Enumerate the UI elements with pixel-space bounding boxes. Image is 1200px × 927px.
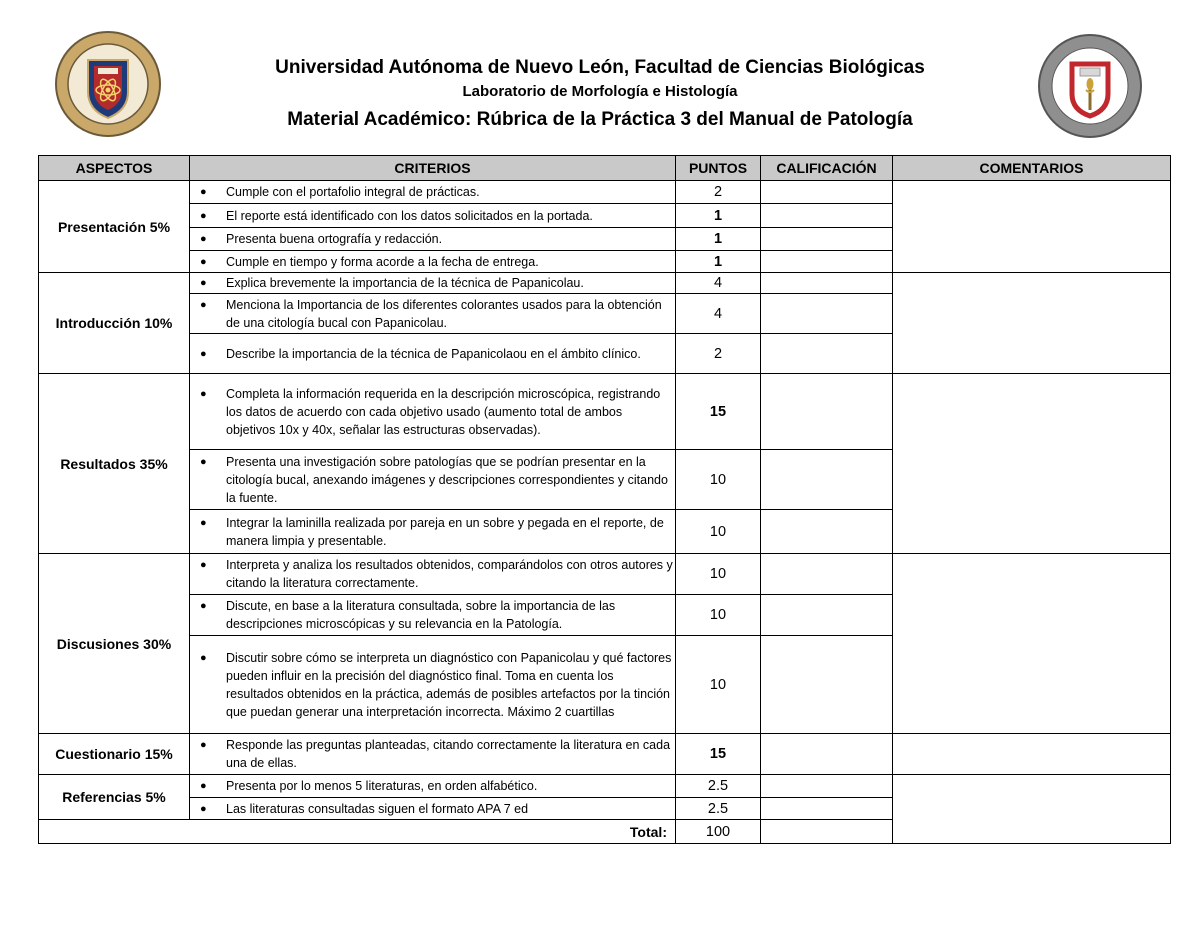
criterion-cell	[190, 273, 676, 294]
bullet-icon: ●	[200, 209, 207, 222]
comments-cell[interactable]	[893, 775, 1171, 844]
table-row	[39, 554, 1171, 595]
criterion-cell	[190, 204, 676, 228]
criterion-text: Las literaturas consultadas siguen el formato APA 7 ed	[226, 801, 529, 816]
table-row	[39, 374, 1171, 450]
bullet-icon: ●	[200, 277, 207, 289]
points-cell: 15	[676, 374, 761, 450]
criterion-text: Explica brevemente la importancia de la técnica de Papanicolau.	[226, 276, 584, 290]
total-grade-cell[interactable]	[761, 820, 893, 844]
column-header-calificacion: CALIFICACIÓN	[761, 156, 893, 181]
criterion-text: Integrar la laminilla realizada por pareja en un sobre y pegada en el reporte, de manera limpia y presentable.	[226, 515, 664, 548]
points-cell: 4	[676, 294, 761, 334]
grade-cell[interactable]	[761, 334, 893, 374]
criterion-cell	[190, 734, 676, 775]
university-seal-logo	[54, 30, 162, 138]
university-title: Universidad Autónoma de Nuevo León, Facultad de Ciencias Biológicas	[275, 57, 925, 78]
grade-cell[interactable]	[761, 734, 893, 775]
criterion-text: Cumple en tiempo y forma acorde a la fecha de entrega.	[226, 254, 539, 269]
criterion-cell	[190, 595, 676, 636]
points-cell: 2.5	[676, 775, 761, 798]
criterion-cell	[190, 374, 676, 450]
lab-subtitle: Laboratorio de Morfología e Histología	[462, 83, 738, 100]
criterion-text: Cumple con el portafolio integral de prácticas.	[226, 185, 480, 199]
table-row	[39, 734, 1171, 775]
bullet-icon: ●	[200, 347, 207, 360]
points-cell: 2	[676, 334, 761, 374]
points-cell: 1	[676, 251, 761, 273]
bullet-icon: ●	[200, 387, 207, 400]
criterion-cell	[190, 450, 676, 510]
bullet-icon: ●	[200, 802, 207, 815]
comments-cell[interactable]	[893, 273, 1171, 374]
grade-cell[interactable]	[761, 595, 893, 636]
grade-cell[interactable]	[761, 273, 893, 294]
criterion-text: Interpreta y analiza los resultados obtenidos, comparándolos con otros autores y citando la literatura correctamente.	[226, 558, 673, 590]
grade-cell[interactable]	[761, 450, 893, 510]
bullet-icon: ●	[200, 255, 207, 268]
points-cell: 10	[676, 595, 761, 636]
criterion-cell	[190, 775, 676, 798]
grade-cell[interactable]	[761, 775, 893, 798]
grade-cell[interactable]	[761, 251, 893, 273]
grade-cell[interactable]	[761, 204, 893, 228]
points-cell: 10	[676, 636, 761, 734]
criterion-cell	[190, 798, 676, 820]
table-row	[39, 273, 1171, 294]
column-header-aspectos: ASPECTOS	[39, 156, 190, 181]
criterion-cell	[190, 181, 676, 204]
points-cell: 10	[676, 450, 761, 510]
bullet-icon: ●	[200, 186, 207, 198]
comments-cell[interactable]	[893, 374, 1171, 554]
bullet-icon: ●	[200, 455, 207, 468]
bullet-icon: ●	[200, 516, 207, 529]
criterion-text: Responde las preguntas planteadas, citando correctamente la literatura en cada una de ellas.	[226, 738, 671, 770]
criterion-text: Completa la información requerida en la descripción microscópica, registrando los datos de acuerdo con cada objetivo usado (aumento total de ambos objetivos 10x y 40x, señalar las estructuras observadas).	[226, 386, 661, 437]
criterion-text: Describe la importancia de la técnica de Papanicolaou en el ámbito clínico.	[226, 346, 641, 361]
grade-cell[interactable]	[761, 228, 893, 251]
column-header-comentarios: COMENTARIOS	[893, 156, 1171, 181]
criterion-cell	[190, 510, 676, 554]
grade-cell[interactable]	[761, 510, 893, 554]
comments-cell[interactable]	[893, 554, 1171, 734]
document-title: Material Académico: Rúbrica de la Práctica 3 del Manual de Patología	[287, 109, 913, 130]
points-cell: 10	[676, 554, 761, 595]
bullet-icon: ●	[200, 559, 207, 571]
bullet-icon: ●	[200, 233, 207, 245]
total-label: Total:	[39, 820, 676, 844]
faculty-seal-logo	[1036, 34, 1144, 138]
bullet-icon: ●	[200, 600, 207, 612]
grade-cell[interactable]	[761, 554, 893, 595]
points-cell: 2	[676, 181, 761, 204]
criterion-text: Discute, en base a la literatura consultada, sobre la importancia de las descripciones microscópicas y su relevancia en la Patología.	[226, 599, 616, 631]
points-cell: 1	[676, 204, 761, 228]
criterion-text: Presenta buena ortografía y redacción.	[226, 232, 443, 246]
column-header-criterios: CRITERIOS	[190, 156, 676, 181]
criterion-cell	[190, 294, 676, 334]
grade-cell[interactable]	[761, 181, 893, 204]
grade-cell[interactable]	[761, 636, 893, 734]
column-header-puntos: PUNTOS	[676, 156, 761, 181]
bullet-icon: ●	[200, 298, 207, 311]
criterion-cell	[190, 228, 676, 251]
table-row	[39, 775, 1171, 798]
criterion-text: Discutir sobre cómo se interpreta un diagnóstico con Papanicolau y qué factores pueden influir en la precisión del diagnóstico final. Toma en cuenta los resultados obtenidos en la práctica, además de posibles artefactos por la tinción que puedan generar una interpretación incorrecta. Máximo 2 cuartillas	[226, 650, 672, 719]
bullet-icon: ●	[200, 651, 207, 664]
points-cell: 2.5	[676, 798, 761, 820]
criterion-cell	[190, 554, 676, 595]
criterion-text: Menciona la Importancia de los diferentes colorantes usados para la obtención de una citología bucal con Papanicolau.	[226, 297, 662, 330]
grade-cell[interactable]	[761, 798, 893, 820]
points-cell: 15	[676, 734, 761, 775]
aspect-cell: Resultados 35%	[39, 374, 190, 554]
table-row	[39, 181, 1171, 204]
aspect-cell: Presentación 5%	[39, 181, 190, 273]
aspect-cell: Discusiones 30%	[39, 554, 190, 734]
criterion-text: El reporte está identificado con los datos solicitados en la portada.	[226, 208, 593, 223]
aspect-cell: Cuestionario 15%	[39, 734, 190, 775]
criterion-text: Presenta una investigación sobre patologías que se podrían presentar en la citología bucal, anexando imágenes y descripciones correspondientes y citando la fuente.	[226, 454, 668, 505]
points-cell: 10	[676, 510, 761, 554]
rubric-table	[38, 155, 1171, 844]
total-points: 100	[676, 820, 761, 844]
points-cell: 4	[676, 273, 761, 294]
criterion-text: Presenta por lo menos 5 literaturas, en orden alfabético.	[226, 779, 538, 793]
comments-cell[interactable]	[893, 734, 1171, 775]
bullet-icon: ●	[200, 739, 207, 751]
points-cell: 1	[676, 228, 761, 251]
criterion-cell	[190, 251, 676, 273]
aspect-cell: Referencias 5%	[39, 775, 190, 820]
comments-cell[interactable]	[893, 181, 1171, 273]
table-header-row	[39, 156, 1171, 181]
aspect-cell: Introducción 10%	[39, 273, 190, 374]
bullet-icon: ●	[200, 780, 207, 792]
criterion-cell	[190, 334, 676, 374]
criterion-cell	[190, 636, 676, 734]
grade-cell[interactable]	[761, 374, 893, 450]
grade-cell[interactable]	[761, 294, 893, 334]
